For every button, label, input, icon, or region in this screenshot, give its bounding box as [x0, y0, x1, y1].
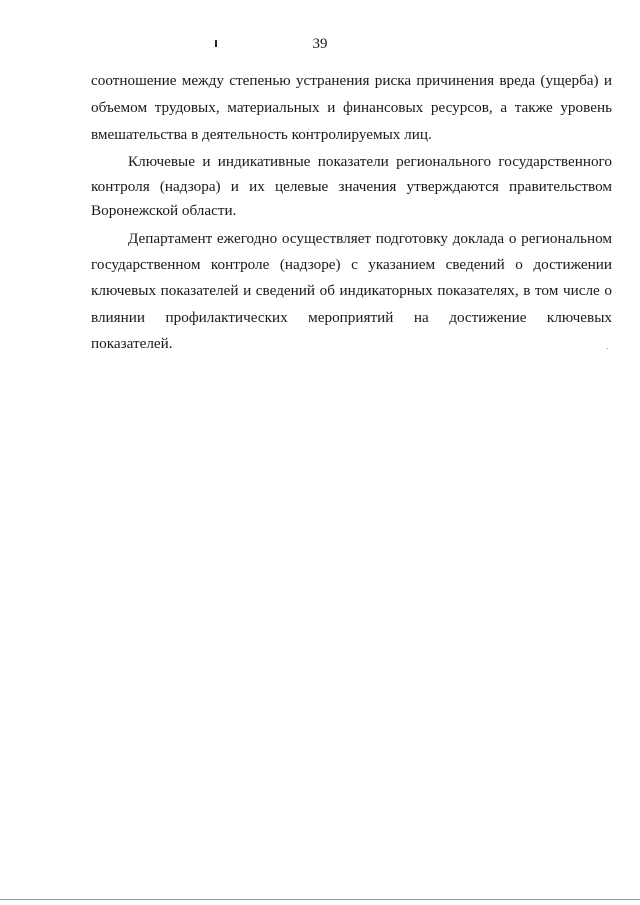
paragraph-line: соотношение между степенью устранения риска причинения вреда (ущерба) и	[91, 72, 612, 89]
scan-edge-line	[0, 899, 640, 900]
paragraph-line: Воронежской области.	[91, 202, 237, 219]
paragraph-line: ключевых показателей и сведений об индикаторных показателях, в том числе о	[91, 282, 612, 299]
paragraph-line: Ключевые и индикативные показатели регионального государственного	[128, 153, 612, 170]
paragraph-line: влиянии профилактических мероприятий на достижение ключевых	[91, 309, 612, 326]
paragraph-line: вмешательства в деятельность контролируемых лиц.	[91, 126, 432, 143]
page-number: 39	[312, 36, 328, 52]
paragraph-line: показателей.	[91, 335, 173, 352]
paragraph-line: государственном контроле (надзоре) с указанием сведений о достижении	[91, 256, 612, 273]
paragraph-line: Департамент ежегодно осуществляет подготовку доклада о региональном	[128, 230, 612, 247]
paragraph-line: объемом трудовых, материальных и финансовых ресурсов, а также уровень	[91, 99, 612, 116]
scan-dot	[607, 348, 608, 349]
paragraph-line: контроля (надзора) и их целевые значения утверждаются правительством	[91, 178, 612, 195]
